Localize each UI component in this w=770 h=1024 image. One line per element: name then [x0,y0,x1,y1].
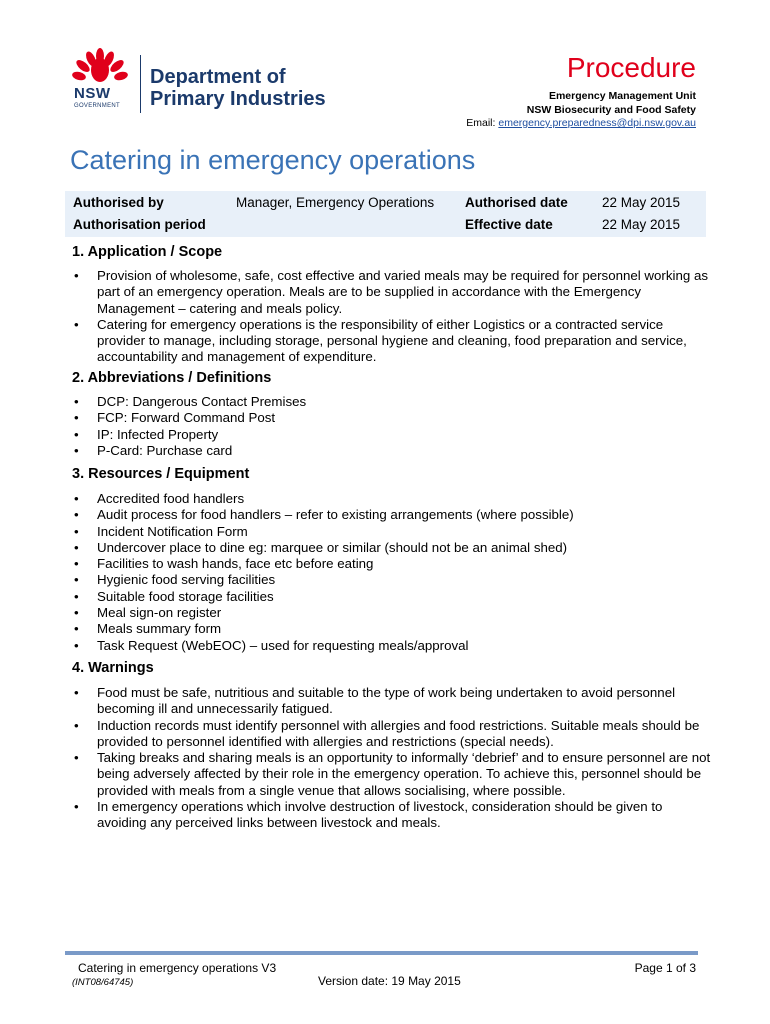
footer-divider [65,951,698,955]
department-name [150,66,326,110]
email-line [466,117,696,129]
abbreviations-list [72,394,712,459]
warnings-list [72,685,712,832]
list-item: • Hygienic food serving facilities [72,572,712,588]
list-item: • IP: Infected Property [72,427,712,443]
list-item: • Induction records must identify personnel with allergies and food restrictions. Suitable meals should be provided to personnel identified with allergies and restrictions (special needs). [72,718,712,751]
logo-government-text: GOVERNMENT [74,103,121,109]
list-item: • Suitable food storage facilities [72,589,712,605]
authorisation-table [65,191,706,237]
doc-type-label: Procedure [566,52,696,83]
list-item: • Taking breaks and sharing meals is an opportunity to informally ‘debrief’ and to ensure personnel are not being adversely affected by their role in the emergency operation. To achieve this, personnel should be provided with meals from a single venue that allows socialising, where possible. [72,750,712,799]
scope-list [72,268,712,366]
department-line1: Department of [150,66,286,88]
list-item: • Food must be safe, nutritious and suitable to the type of work being undertaken to avoid personnel becoming ill and unnecessarily fatigued. [72,685,712,718]
section-heading-warnings: 4. Warnings [72,660,154,676]
footer-page-number: Page 1 of 3 [634,961,696,975]
logo-divider [140,55,141,113]
list-item: • Undercover place to dine eg: marquee or similar (should not be an animal shed) [72,540,712,556]
effective-date-value: 22 May 2015 [602,217,681,232]
logo-nsw-text: NSW [74,85,111,102]
department-line2: Primary Industries [150,88,326,110]
list-item: • Accredited food handlers [72,491,712,507]
list-item: • Meal sign-on register [72,605,712,621]
authorised-by-value: Manager, Emergency Operations [236,195,435,210]
list-item: • P-Card: Purchase card [72,443,712,459]
list-item: • Catering for emergency operations is the responsibility of either Logistics or a contracted service provider to manage, including storage, personal hygiene and cleaning, food preparation and service, accountability and management of expenditure. [72,317,712,366]
list-item: • Audit process for food handlers – refer to existing arrangements (where possible) [72,507,712,523]
authorised-date-label: Authorised date [465,195,568,210]
section-heading-scope: 1. Application / Scope [72,244,223,260]
footer-reference: (INT08/64745) [72,977,134,988]
list-item: • Incident Notification Form [72,524,712,540]
document-title: Catering in emergency operations [70,145,476,175]
authorised-by-label: Authorised by [73,195,164,210]
authorised-date-value: 22 May 2015 [602,195,681,210]
section-heading-resources: 3. Resources / Equipment [72,466,250,482]
footer-doc-name: Catering in emergency operations V3 [78,961,277,975]
list-item: • Meals summary form [72,621,712,637]
resources-list [72,491,712,654]
footer-version-date: Version date: 19 May 2015 [318,974,461,988]
list-item: • DCP: Dangerous Contact Premises [72,394,712,410]
division-name: NSW Biosecurity and Food Safety [526,104,696,116]
effective-date-label: Effective date [465,217,553,232]
unit-name: Emergency Management Unit [548,90,696,102]
list-item: • Facilities to wash hands, face etc before eating [72,556,712,572]
email-link[interactable]: emergency.preparedness@dpi.nsw.gov.au [498,117,696,129]
list-item: • FCP: Forward Command Post [72,410,712,426]
section-heading-abbreviations: 2. Abbreviations / Definitions [72,370,272,386]
authorisation-period-label: Authorisation period [73,217,206,232]
list-item: • In emergency operations which involve destruction of livestock, consideration should be given to avoiding any perceived links between livestock and meals. [72,799,712,832]
list-item: • Provision of wholesome, safe, cost effective and varied meals may be required for personnel working as part of an emergency operation. Meals are to be supplied in accordance with the Emergency Management – catering and meals policy. [72,268,712,317]
list-item: • Task Request (WebEOC) – used for requesting meals/approval [72,638,712,654]
email-label: Email: [466,117,496,129]
